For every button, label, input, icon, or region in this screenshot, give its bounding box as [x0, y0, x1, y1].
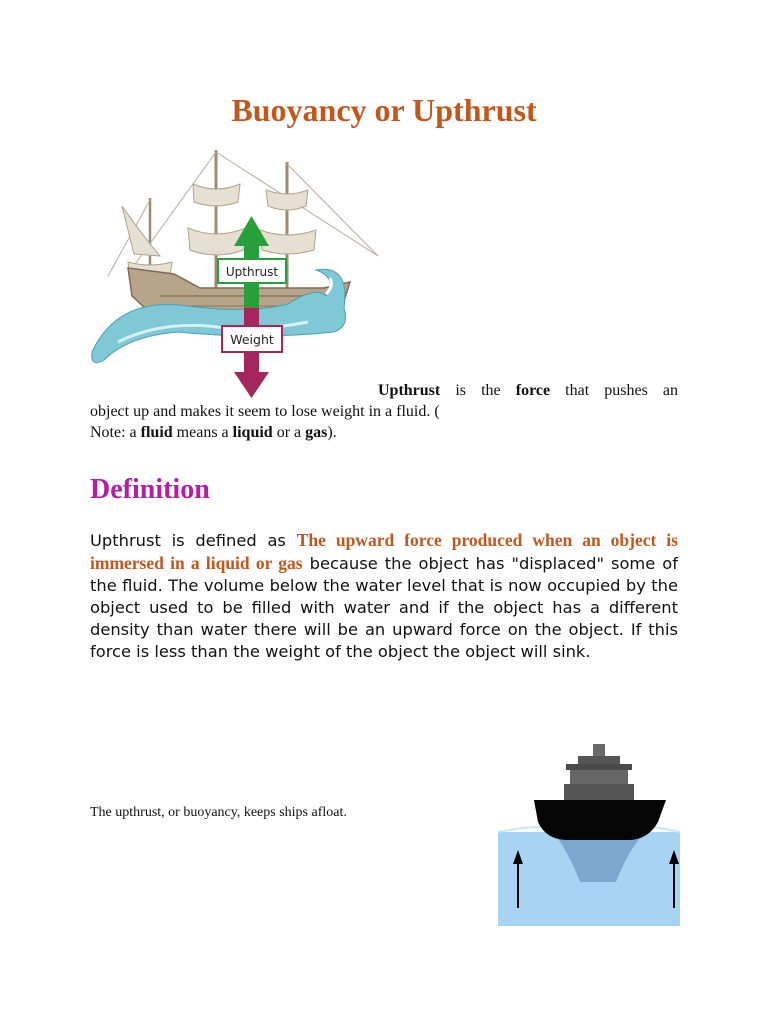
ship-displacement-diagram: [498, 740, 680, 926]
term-upthrust: Upthrust: [378, 382, 441, 399]
definition-heading: Definition: [90, 474, 210, 505]
term-fluid: fluid: [140, 424, 173, 441]
definition-paragraph: Upthrust is defined as The upward force produced when an object is immersed in a liquid or gas because the object has "displaced" some of the fluid. The volume below the water level that is now occupied by the object used to be filled with water and if the object has a different density than water there will be an upward force on the object. If this force is less than the weight of the object the object will sink.: [90, 530, 678, 661]
intro-paragraph: Upthrust is the force that pushes an object up and makes it seem to lose weight in a fluid. ( Note: a fluid means a liquid or a gas).: [90, 382, 679, 441]
ship-funnel: [593, 744, 605, 756]
ship-caption: The upthrust, or buoyancy, keeps ships afloat.: [90, 805, 347, 820]
term-liquid: liquid: [232, 424, 273, 441]
definition-highlight: The upward force produced when an object is immersed in a liquid or gas: [90, 530, 678, 573]
term-force: force: [515, 382, 551, 399]
ship-hull-dark: [534, 800, 666, 840]
weight-label: Weight: [230, 332, 274, 347]
upthrust-label: Upthrust: [225, 265, 279, 279]
term-gas: gas: [305, 424, 328, 441]
ship-forces-diagram: [88, 146, 388, 402]
page-title: Buoyancy or Upthrust: [231, 92, 537, 128]
